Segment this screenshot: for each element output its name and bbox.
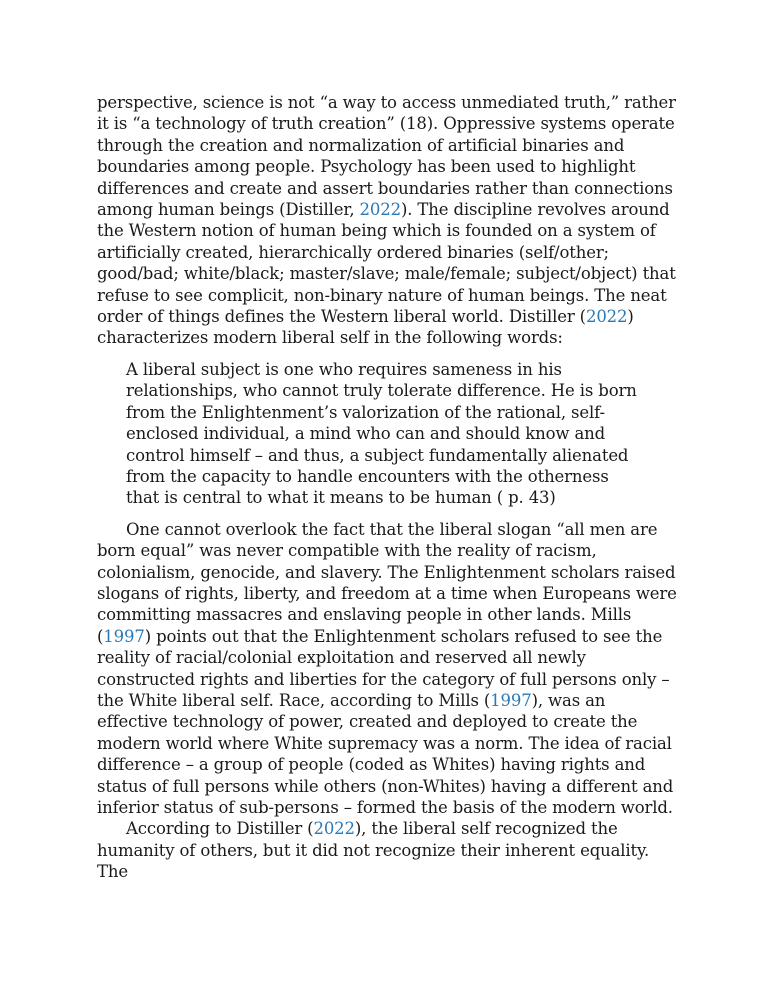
citation-link-distiller-2022[interactable]: 2022 [313,819,355,839]
block-quote: A liberal subject is one who requires sameness in his relationships, who cannot truly tolerate difference. He is born from the Enlightenment’s valorization of the rational, self-enclosed individual, a mind who can and should know and control himself – and thus, a subject fundamentally alienated from the capacity to handle encounters with the otherness that is central to what it means to be human ( p. 43) [126,359,637,508]
text-run: ) characterizes modern liberal self in the following words: [97,307,634,348]
text-run: ). The discipline revolves around the Western notion of human being which is founded on a system of artificially created, hierarchically ordered binaries (self/other; good/bad; white/black; master/slave; male/female; subject/object) that refuse to see complicit, non-binary nature of human beings. The neat order of things defines the Western liberal world. Distiller ( [97,200,676,327]
citation-link-distiller-2022[interactable]: 2022 [359,200,401,220]
text-run: ) points out that the Enlightenment scholars refused to see the reality of racial/colonial exploitation and reserved all newly constructed rights and liberties for the category of full persons only – the White liberal self. Race, according to Mills ( [97,626,670,710]
citation-link-mills-1997[interactable]: 1997 [103,626,145,646]
paragraph-liberal-slogan [97,519,677,819]
citation-link-mills-1997[interactable]: 1997 [490,690,532,710]
text-run: ), the liberal self recognized the humanity of others, but it did not recognize their inherent equality. The [97,819,650,882]
text-run: One cannot overlook the fact that the liberal slogan “all men are born equal” was never compatible with the reality of racism, colonialism, genocide, and slavery. The Enlightenment scholars raised slogans of rights, liberty, and freedom at a time when Europeans were committing massacres and enslaving people in other lands. Mills ( [97,519,677,646]
document-page [97,92,677,883]
paragraph-intro [97,92,677,349]
citation-link-distiller-2022[interactable]: 2022 [585,307,628,327]
paragraph-liberal-self [97,818,677,882]
text-run: ), was an effective technology of power, created and deployed to create the modern world where White supremacy was a norm. The idea of racial difference – a group of people (coded as Whites) having rights and status of full persons while others (non-Whites) having a different and inferior status of sub-persons – formed the basis of the modern world. [97,690,674,817]
text-run: According to Distiller ( [126,819,314,839]
text-run: perspective, science is not “a way to access unmediated truth,” rather it is “a technology of truth creation” (18). Oppressive systems operate through the creation and normalization of artificial binaries and boundaries among people. Psychology has been used to highlight differences and create and assert boundaries rather than connections among human beings (Distiller, [97,93,676,220]
